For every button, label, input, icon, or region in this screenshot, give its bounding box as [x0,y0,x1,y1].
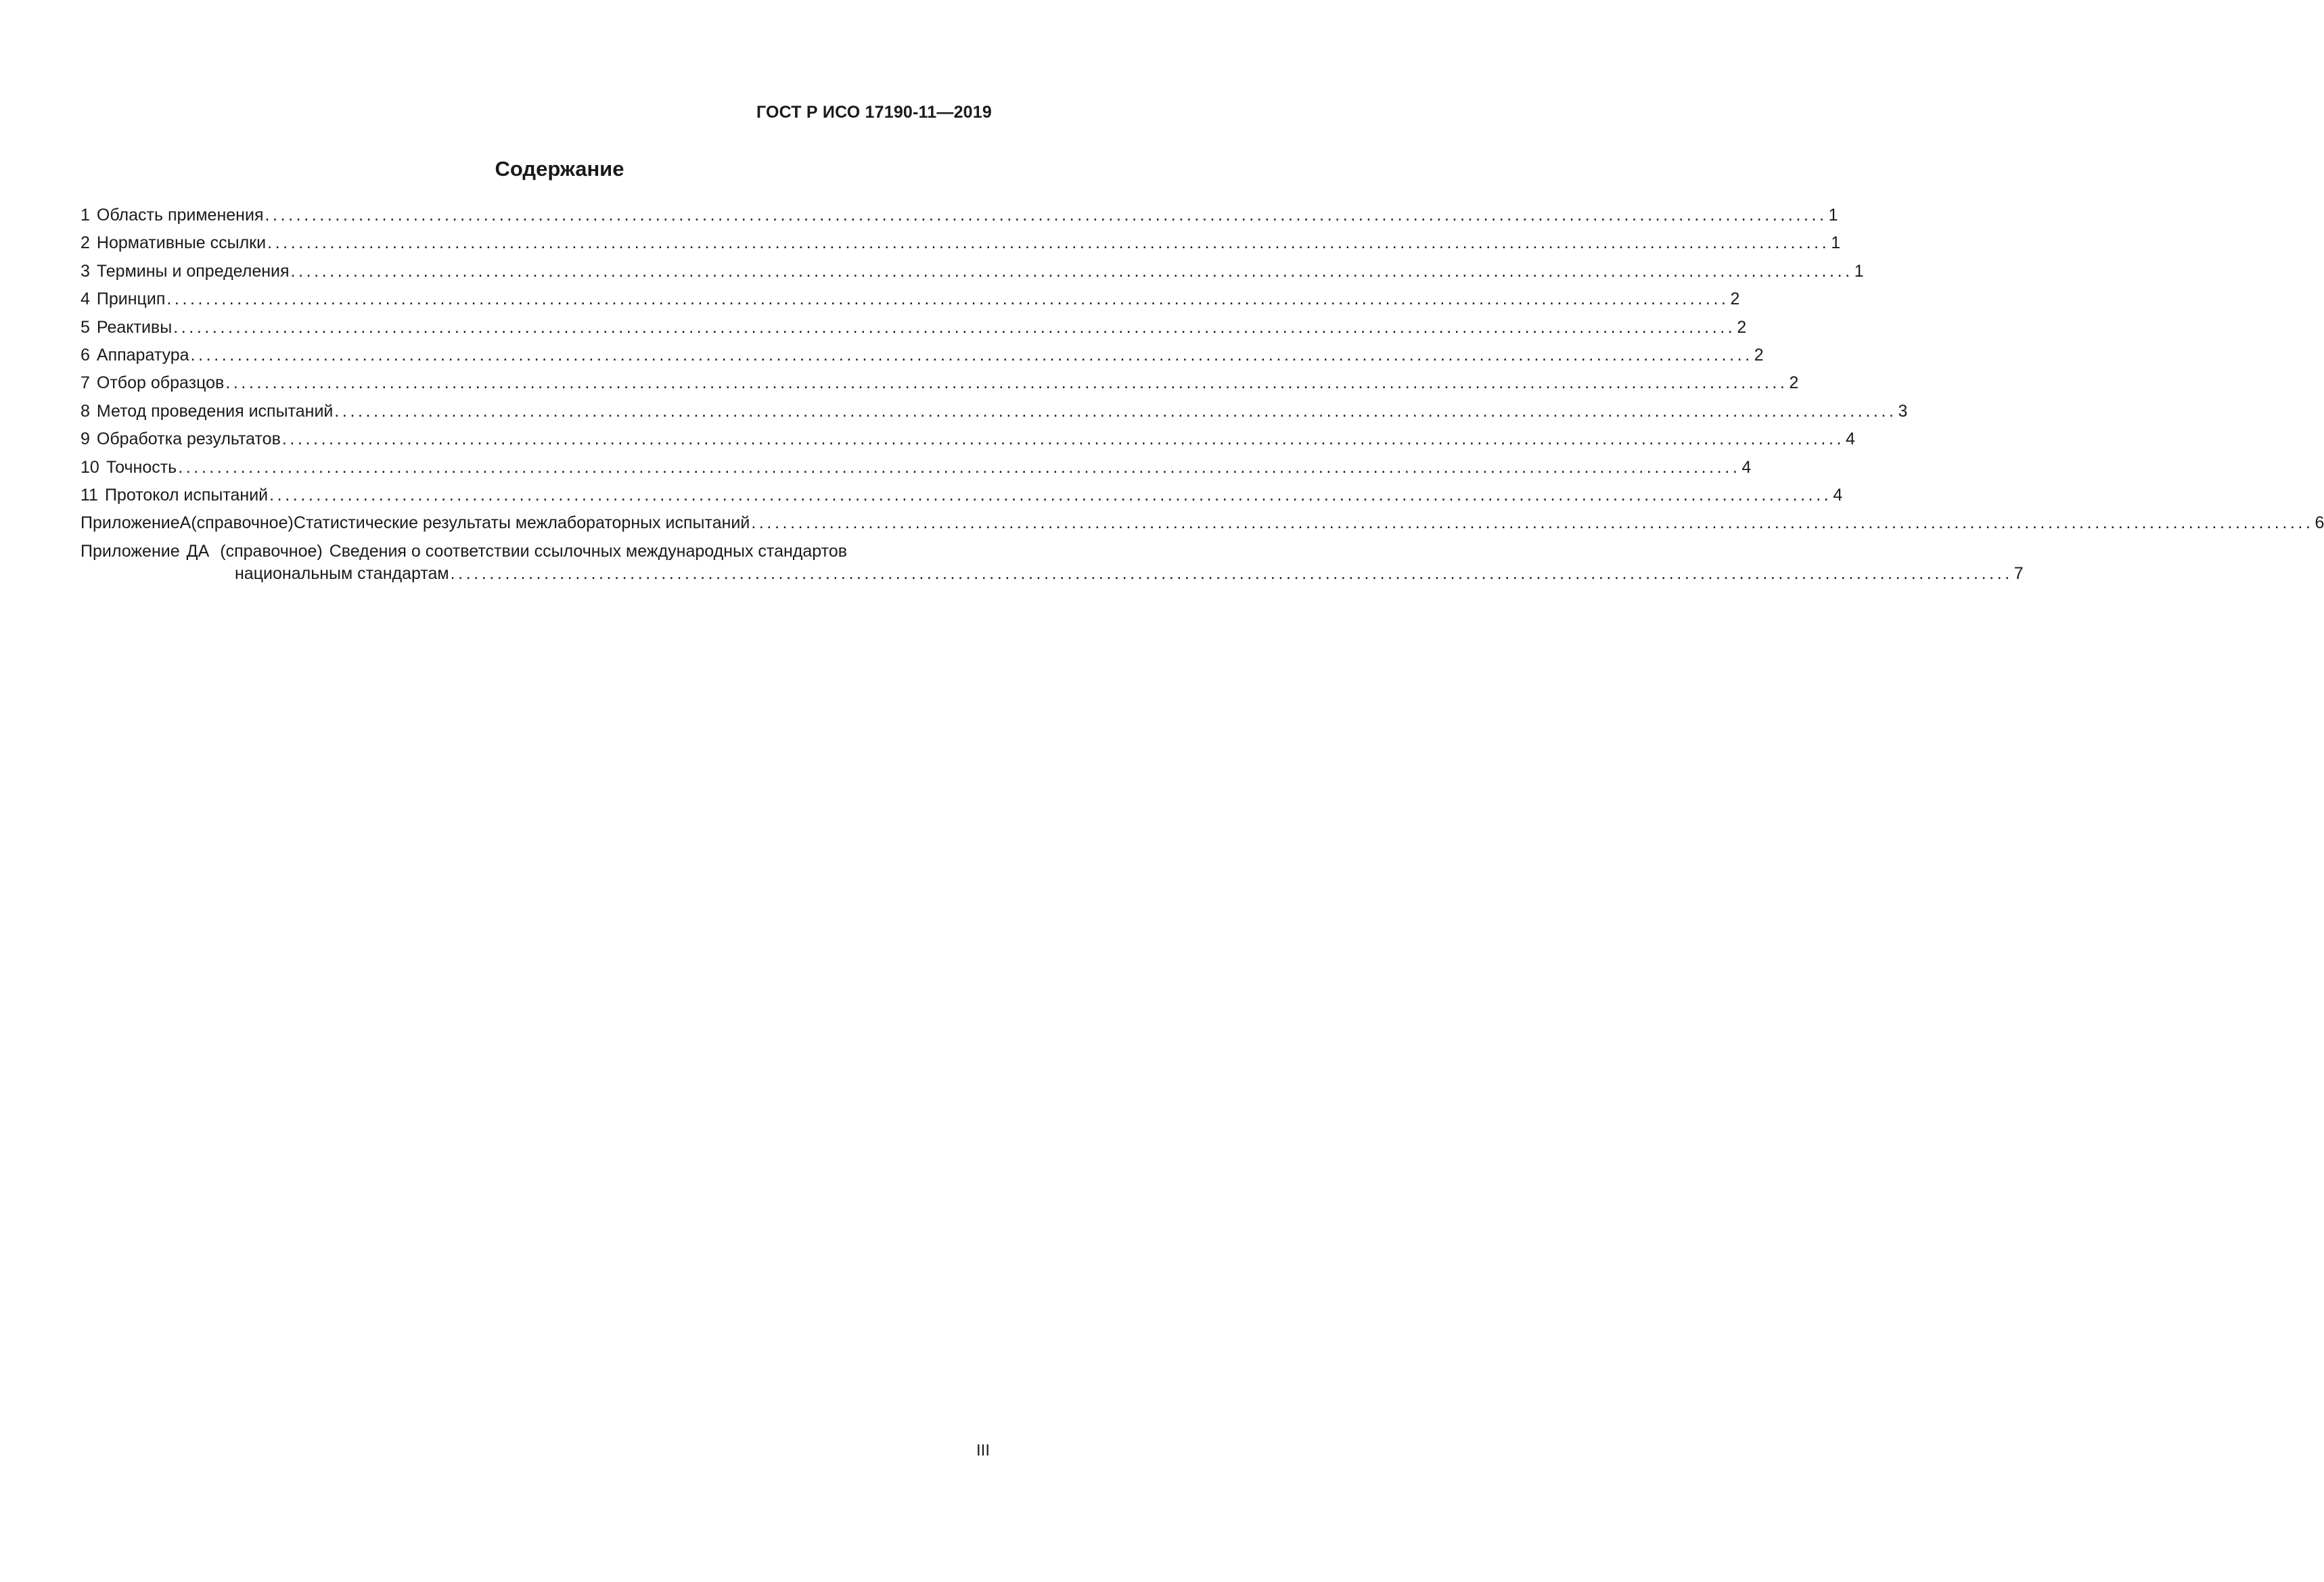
toc-entry-label: Метод проведения испытаний [96,401,334,421]
annex-label-line2: национальным стандартам [235,563,449,583]
dot-leader: ........................................................................................................................................................................................................ [267,233,1830,253]
toc-entry[interactable] [81,429,1855,457]
toc-title: Содержание [495,157,624,181]
toc-entry-page: 3 [1898,401,1908,421]
toc-entry-page: 2 [1737,317,1747,337]
toc-entry-number: 4 [81,289,90,309]
annex-prefix: Приложение [81,513,180,533]
toc-entry-page: 2 [1754,345,1764,365]
toc-entry-number: 11 [81,485,98,505]
document-code: ГОСТ Р ИСО 17190-11—2019 [756,103,992,122]
toc-entry-label: Область применения [96,206,264,225]
toc-entry-page: 4 [1833,485,1843,505]
toc-entry-label: Нормативные ссылки [96,233,267,253]
toc-entry[interactable] [81,373,1799,401]
dot-leader: ........................................................................................................................................................................................................ [178,457,1741,477]
toc-entry-page: 4 [1741,457,1752,477]
dot-leader: ........................................................................................................................................................................................................ [290,261,1853,281]
toc-annex-a[interactable] [81,513,2324,541]
dot-leader: ........................................................................................................................................................................................................ [450,563,2013,583]
toc-entry-page: 2 [1730,289,1740,309]
annex-prefix: Приложение [81,541,180,561]
dot-leader: ........................................................................................................................................................................................................ [334,401,1897,421]
annex-label-line1: Сведения о соответствии ссылочных международных стандартов [329,541,848,561]
toc-entry[interactable] [81,206,1838,233]
toc-entry-page: 1 [1854,261,1864,281]
dot-leader: ........................................................................................................................................................................................................ [173,317,1736,337]
toc-entry-page: 6 [2315,513,2324,533]
dot-leader: ........................................................................................................................................................................................................ [225,373,1788,393]
toc-entry[interactable] [81,261,1864,289]
toc-entry-number: 6 [81,345,90,365]
annex-kind: (справочное) [220,541,323,561]
dot-leader: ........................................................................................................................................................................................................ [281,429,1845,449]
toc-entry-label: Аппаратура [96,345,189,365]
dot-leader: ........................................................................................................................................................................................................ [166,289,1729,309]
toc-entry[interactable] [81,401,1908,429]
toc-entry-label: Протокол испытаний [104,485,269,505]
toc-entry-page: 2 [1789,373,1799,393]
toc-entry-label: Обработка результатов [96,429,281,449]
annex-letter: А [179,513,191,533]
toc-entry-label: Реактивы [96,317,173,337]
dot-leader: ........................................................................................................................................................................................................ [751,513,2314,533]
toc-entry[interactable] [81,485,1843,513]
toc-entry-number: 5 [81,317,90,337]
annex-letter: ДА [186,541,210,561]
toc-entry-number: 10 [81,457,99,477]
toc-annex-da[interactable] [81,541,2024,590]
page-number: III [976,1441,990,1460]
table-of-contents [81,206,2324,590]
toc-entry-label: Термины и определения [96,261,290,281]
toc-entry-label: Точность [106,457,177,477]
toc-entry[interactable] [81,317,1747,346]
toc-entry-number: 2 [81,233,90,253]
toc-entry[interactable] [81,289,1740,317]
dot-leader: ........................................................................................................................................................................................................ [190,345,1753,365]
toc-entry-page: 4 [1846,429,1855,449]
dot-leader: ........................................................................................................................................................................................................ [269,485,1832,505]
toc-entry-number: 1 [81,206,90,225]
toc-entry-number: 9 [81,429,90,449]
annex-kind: (справочное) [191,513,294,533]
toc-entry-number: 3 [81,261,90,281]
toc-entry-label: Отбор образцов [96,373,225,393]
toc-entry-page: 1 [1828,206,1838,225]
annex-label: Статистические результаты межлабораторных испытаний [293,513,750,533]
toc-entry-page: 7 [2013,563,2024,583]
toc-entry[interactable] [81,233,1841,261]
toc-entry-number: 8 [81,401,90,421]
toc-entry-page: 1 [1831,233,1841,253]
toc-entry-label: Принцип [96,289,166,309]
dot-leader: ........................................................................................................................................................................................................ [265,206,1827,225]
toc-entry[interactable] [81,457,1752,486]
toc-entry[interactable] [81,345,1764,373]
toc-entry-number: 7 [81,373,90,393]
